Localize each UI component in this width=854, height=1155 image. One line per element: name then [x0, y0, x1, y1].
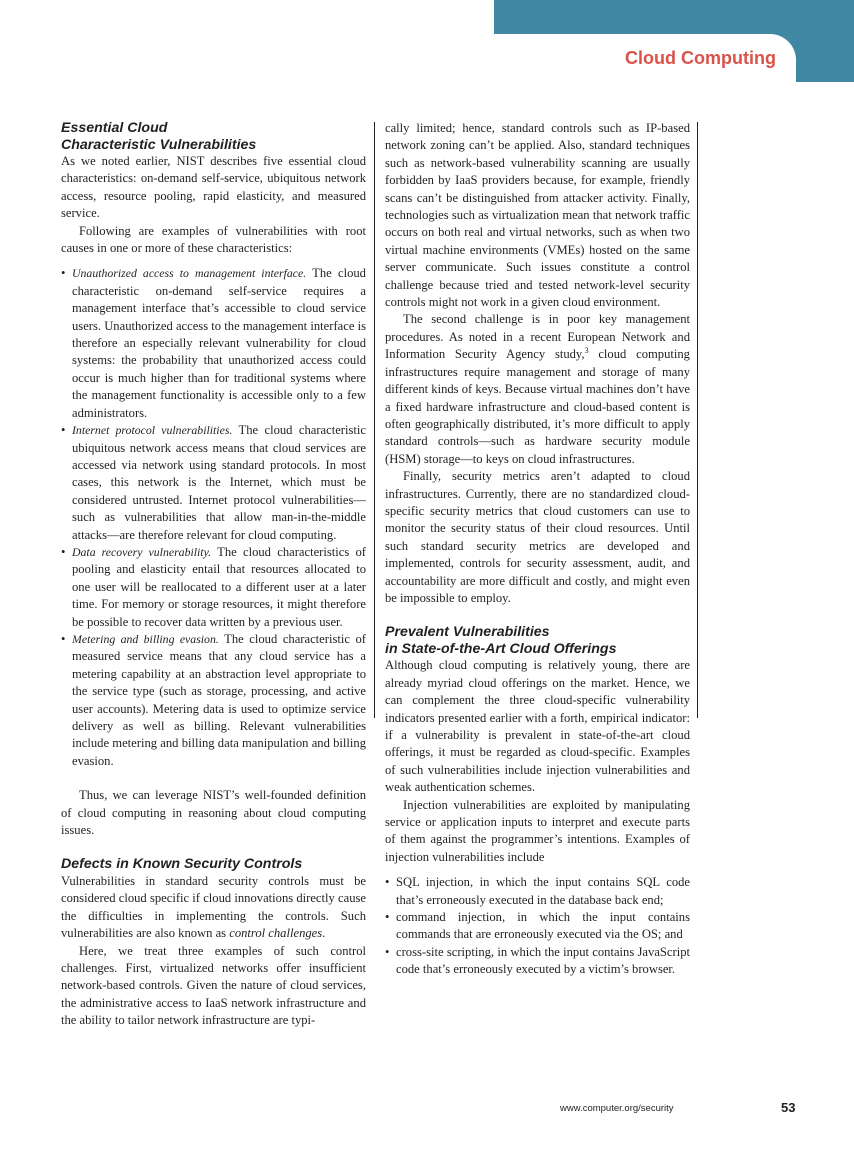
heading-prevalent: [385, 624, 690, 657]
paragraph: cally limited; hence, standard controls such as IP-based network zoning can’t be applied. Also, standard techniques such as network-based vulnerability scanning are usually forbidden by IaaS providers because, for example, friendly scans can’t be distinguished from attacker activity. Finally, technologies such as virtualization mean that network traffic occurs on both real and virtual networks, such as when two virtual machine environments (VMEs) hosted on the same server communicate. Such issues constitute a control challenge because tried and tested network-level security controls might not work in a given cloud environment.: [385, 121, 690, 310]
heading-line: Essential Cloud: [61, 120, 168, 136]
paragraph: Injection vulnerabilities are exploited by manipulating service or application inputs to interpret and execute parts of them against the programmer’s intentions. Examples of injection vulnerabilities include: [385, 797, 690, 864]
bullet-lead: Internet protocol vulnerabilities.: [72, 423, 233, 438]
vulnerability-list: [61, 265, 366, 770]
paragraph: Here, we treat three examples of such control challenges. First, virtualized networks offer insufficient network-based controls. Given the nature of cloud services, the administrative access to IaaS network infrastructure and the ability to tailor network infrastructure are typi-: [61, 943, 366, 1028]
heading-line: Prevalent Vulnerabilities: [385, 624, 550, 641]
list-item: • cross-site scripting, in which the input contains JavaScript code that’s erroneously executed by a victim’s browser.: [385, 944, 690, 977]
bullet-text: The cloud characteristic of measured service means that any cloud service has a metering capability at an abstraction level appropriate to the service type (such as storage, processing, and active user accounts). Metering data is used to optimize service delivery as well as billing. Relevant vulnerabilities include metering and billing data manipulation and billing evasion.: [72, 631, 366, 768]
list-item: • SQL injection, in which the input contains SQL code that’s erroneously executed in the database back end;: [385, 875, 690, 907]
list-item: • Internet protocol vulnerabilities. The cloud characteristic ubiquitous network access means that cloud services are accessed via network using standard protocols. In most cases, this network is the Internet, which must be considered untrusted. Internet protocol vulnerabilities—such as vulnerabilities that allow man-in-the-middle attacks—are therefore relevant for cloud computing.: [61, 423, 366, 542]
heading-defects: Defects in Known Security Controls: [61, 856, 303, 873]
text-run: cloud computing infrastructures require management and storage of many different kinds of keys. Because virtual machines don’t have a fixed hardware infrastructure and cloud-based content is often geographically distributed, it’s more difficult to apply standard controls—such as hardware security module (HSM) storage—to keys on cloud infrastructures.: [385, 347, 690, 466]
citation-ref: 3: [584, 346, 589, 356]
bullet-text: SQL injection, in which the input contains SQL code that’s erroneously executed in the database back end;: [396, 875, 690, 907]
column-rule-left: [374, 122, 375, 718]
column-rule-right: [697, 122, 698, 718]
list-item: • Data recovery vulnerability. The cloud characteristics of pooling and elasticity entail that resources allocated to one user will be reallocated to a different user at a later time. For memory or storage resources, it might therefore be possible to recover data written by a previous user.: [61, 544, 366, 629]
bullet-text: The cloud characteristics of pooling and elasticity entail that resources allocated to one user will be reallocated to a different user at a later time. For memory or storage resources, it might therefore be possible to recover data written by a previous user.: [72, 544, 366, 629]
bullet-text: The cloud characteristic on-demand self-service requires a management interface that’s accessible to cloud service users. Unauthorized access to the management interface is therefore an especially relevant vulnerability for cloud systems: the probability that unauthorized access could occur is much higher than for traditional systems where the management functionality is accessible only to a few administrators.: [72, 266, 366, 420]
text-run: Vulnerabilities in standard security controls must be considered cloud specific if cloud innovations directly cause the difficulties in implementing the controls. Such vulnerabilities are also known as: [61, 873, 366, 941]
right-column: [385, 120, 690, 979]
injection-list: [385, 874, 690, 978]
paragraph: As we noted earlier, NIST describes five essential cloud characteristics: on-demand self-service, ubiquitous network access, resource pooling, rapid elasticity, and measured service.: [61, 154, 366, 221]
paragraph: Finally, security metrics aren’t adapted to cloud infrastructures. Currently, there are no standardized cloud-specific security metrics that cloud customers can use to monitor the security status of their cloud resources. Until such standard security metrics are developed and implemented, controls for security assessment, audit, and accountability are more difficult and costly, and might even be impossible to employ.: [385, 469, 690, 605]
heading-line: Characteristic Vulnerabilities: [61, 136, 257, 153]
left-column: [61, 120, 366, 1030]
paragraph: Although cloud computing is relatively young, there are already myriad cloud offerings on the market. Hence, we can complement the three cloud-specific vulnerability indicators presented earlier with a forth, empirical indicator: if a vulnerability is prevalent in state-of-the-art cloud offerings, it must be regarded as cloud-specific. Examples of such vulnerabilities include injection vulnerabilities and weak authentication schemes.: [385, 658, 690, 795]
list-item: • Unauthorized access to management interface. The cloud characteristic on-demand self-service requires a management interface that’s accessible to cloud service users. Unauthorized access to the management interface is therefore an especially relevant vulnerability for cloud systems: the probability that unauthorized access could occur is much higher than for traditional systems where the management functionality is accessible only to a few administrators.: [61, 266, 366, 420]
page-number: 53: [781, 1100, 796, 1115]
bullet-text: command injection, in which the input contains commands that are erroneously executed via the OS; and: [396, 910, 690, 942]
paragraph: [385, 311, 690, 468]
text-run: .: [322, 926, 326, 941]
list-item: • Metering and billing evasion. The cloud characteristic of measured service means that any cloud service has a metering capability at an abstraction level appropriate to the service type (such as storage, processing, and active user accounts). Metering data is used to optimize service delivery as well as billing. Relevant vulnerabilities include metering and billing data manipulation and billing evasion.: [61, 631, 366, 768]
bullet-lead: Metering and billing evasion.: [72, 631, 219, 646]
paragraph: [61, 873, 366, 943]
heading-essential-cloud: [61, 120, 366, 153]
paragraph: Thus, we can leverage NIST’s well-founded definition of cloud computing in reasoning about cloud computing issues.: [61, 788, 366, 838]
section-label: Cloud Computing: [625, 48, 776, 68]
emphasis: control challenges: [229, 926, 323, 941]
list-item: • command injection, in which the input contains commands that are erroneously executed via the OS; and: [385, 910, 690, 942]
bullet-text: cross-site scripting, in which the input contains JavaScript code that’s erroneously executed by a victim’s browser.: [396, 944, 690, 977]
bullet-text: The cloud characteristic ubiquitous network access means that cloud services are accessed via network using standard protocols. In most cases, this network is the Internet, which must be considered untrusted. Internet protocol vulnerabilities—such as vulnerabilities that allow man-in-the-middle attacks—are therefore relevant for cloud computing.: [72, 423, 366, 542]
paragraph: Following are examples of vulnerabilities with root causes in one or more of these characteristics:: [61, 223, 366, 256]
footer-url: www.computer.org/security: [560, 1103, 674, 1114]
text-run: The second challenge is in poor key management procedures. As noted in a recent European Network and Information Security Agency study,: [385, 312, 690, 362]
bullet-lead: Unauthorized access to management interface.: [72, 266, 307, 281]
heading-line: in State-of-the-Art Cloud Offerings: [385, 640, 617, 657]
bullet-lead: Data recovery vulnerability.: [72, 544, 212, 559]
